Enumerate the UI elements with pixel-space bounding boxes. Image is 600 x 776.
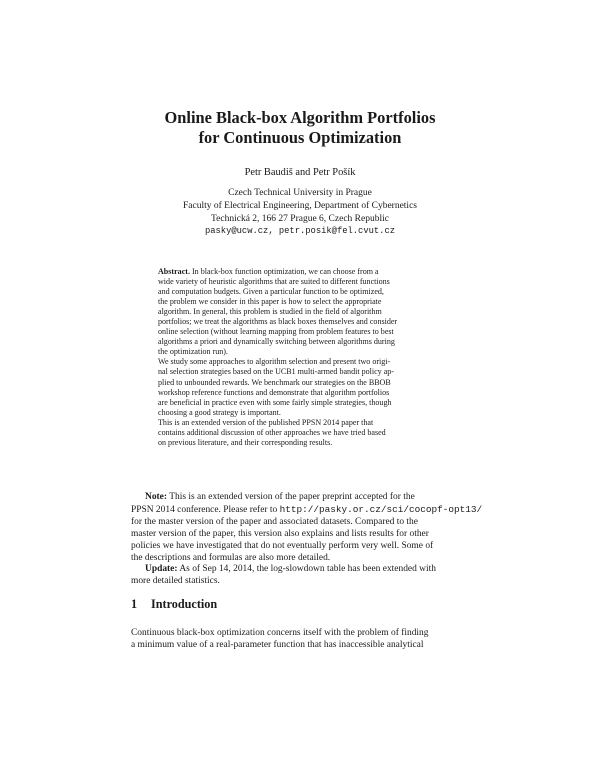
abstract-line: This is an extended version of the published PPSN 2014 paper that	[158, 417, 374, 427]
affiliation-line-1: Czech Technical University in Prague	[228, 188, 372, 198]
abstract-line: algorithms a priori and dynamically switching between algorithms during	[158, 337, 395, 347]
abstract-paragraph-1	[158, 267, 444, 357]
title-line-2: for Continuous Optimization	[198, 128, 402, 147]
update-line: more detailed statistics.	[131, 576, 220, 587]
abstract-line: and computation budgets. Given a particular function to be optimized,	[158, 287, 384, 297]
note-first-line	[131, 492, 473, 504]
abstract-line: online selection (without learning mapping from problem features to best	[158, 327, 394, 337]
intro-paragraph	[131, 628, 473, 652]
abstract	[158, 267, 444, 448]
authors: Petr Baudiš and Petr Pošík	[244, 167, 356, 178]
update-first-line	[131, 564, 473, 576]
section-heading	[131, 597, 217, 612]
abstract-line: portfolios; we treat the algorithms as black boxes themselves and consider	[158, 317, 398, 327]
note-label: Note:	[145, 492, 168, 502]
intro-line: Continuous black-box optimization concerns itself with the problem of finding	[131, 628, 429, 638]
note-paragraph	[131, 492, 483, 564]
note-url-line	[131, 503, 483, 517]
affiliation	[0, 187, 600, 238]
note-section	[131, 492, 483, 588]
abstract-first-line	[158, 267, 444, 277]
update-label: Update:	[145, 564, 178, 575]
abstract-line: We study some approaches to algorithm selection and present two origi-	[158, 357, 391, 367]
abstract-paragraph-2	[158, 357, 444, 417]
abstract-line: plied to unbounded rewards. We benchmark our strategies on the BBOB	[158, 377, 391, 387]
note-line: This is an extended version of the paper preprint accepted for the	[169, 492, 415, 502]
note-line: for the master version of the paper and associated datasets. Compared to the	[131, 516, 418, 527]
note-line: master version of the paper, this version also explains and lists results for other	[131, 528, 429, 539]
abstract-line: In black-box function optimization, we can choose from a	[191, 267, 379, 276]
section-number: 1	[131, 597, 138, 611]
introduction-text	[131, 628, 473, 652]
author-emails: pasky@ucw.cz, petr.posik@fel.cvut.cz	[204, 226, 396, 237]
affiliation-line-2: Faculty of Electrical Engineering, Department of Cybernetics	[183, 200, 417, 211]
abstract-paragraph-3	[158, 418, 444, 448]
update-paragraph	[131, 564, 473, 588]
affiliation-line-3: Technická 2, 166 27 Prague 6, Czech Republic	[211, 213, 389, 224]
abstract-line: nal selection strategies based on the UCB1 multi-armed bandit policy ap-	[158, 367, 394, 377]
abstract-line: the problem we consider in this paper is how to select the appropriate	[158, 297, 382, 307]
update-line: As of Sep 14, 2014, the log-slowdown table has been extended with	[179, 564, 436, 575]
note-line: the descriptions and formulas are also more detailed.	[131, 552, 331, 563]
abstract-line: the optimization run).	[158, 347, 228, 357]
abstract-line: contains additional discussion of other approaches we have tried based	[158, 427, 386, 437]
abstract-line: choosing a good strategy is important.	[158, 407, 281, 417]
abstract-line: wide variety of heuristic algorithms that are suited to different functions	[158, 277, 390, 287]
note-line: policies we have investigated that do not eventually perform very well. Some of	[131, 540, 434, 551]
abstract-line: workshop reference functions and demonstrate that algorithm portfolios	[158, 387, 390, 397]
note-line: PPSN 2014 conference. Please refer to	[131, 504, 280, 515]
section-title: Introduction	[151, 597, 218, 611]
master-version-link[interactable]: http://pasky.or.cz/sci/cocopf-opt13/	[279, 503, 483, 515]
intro-line: a minimum value of a real-parameter function that has inaccessible analytical	[131, 639, 424, 650]
abstract-label: Abstract.	[158, 267, 190, 276]
abstract-line: algorithm. In general, this problem is studied in the field of algorithm	[158, 307, 382, 317]
title-line-1: Online Black-box Algorithm Portfolios	[164, 108, 436, 127]
paper-title	[0, 108, 600, 148]
abstract-line: on previous literature, and their corresponding results.	[158, 437, 333, 447]
abstract-line: are beneficial in practice even with some fairly simple strategies, though	[158, 397, 392, 407]
